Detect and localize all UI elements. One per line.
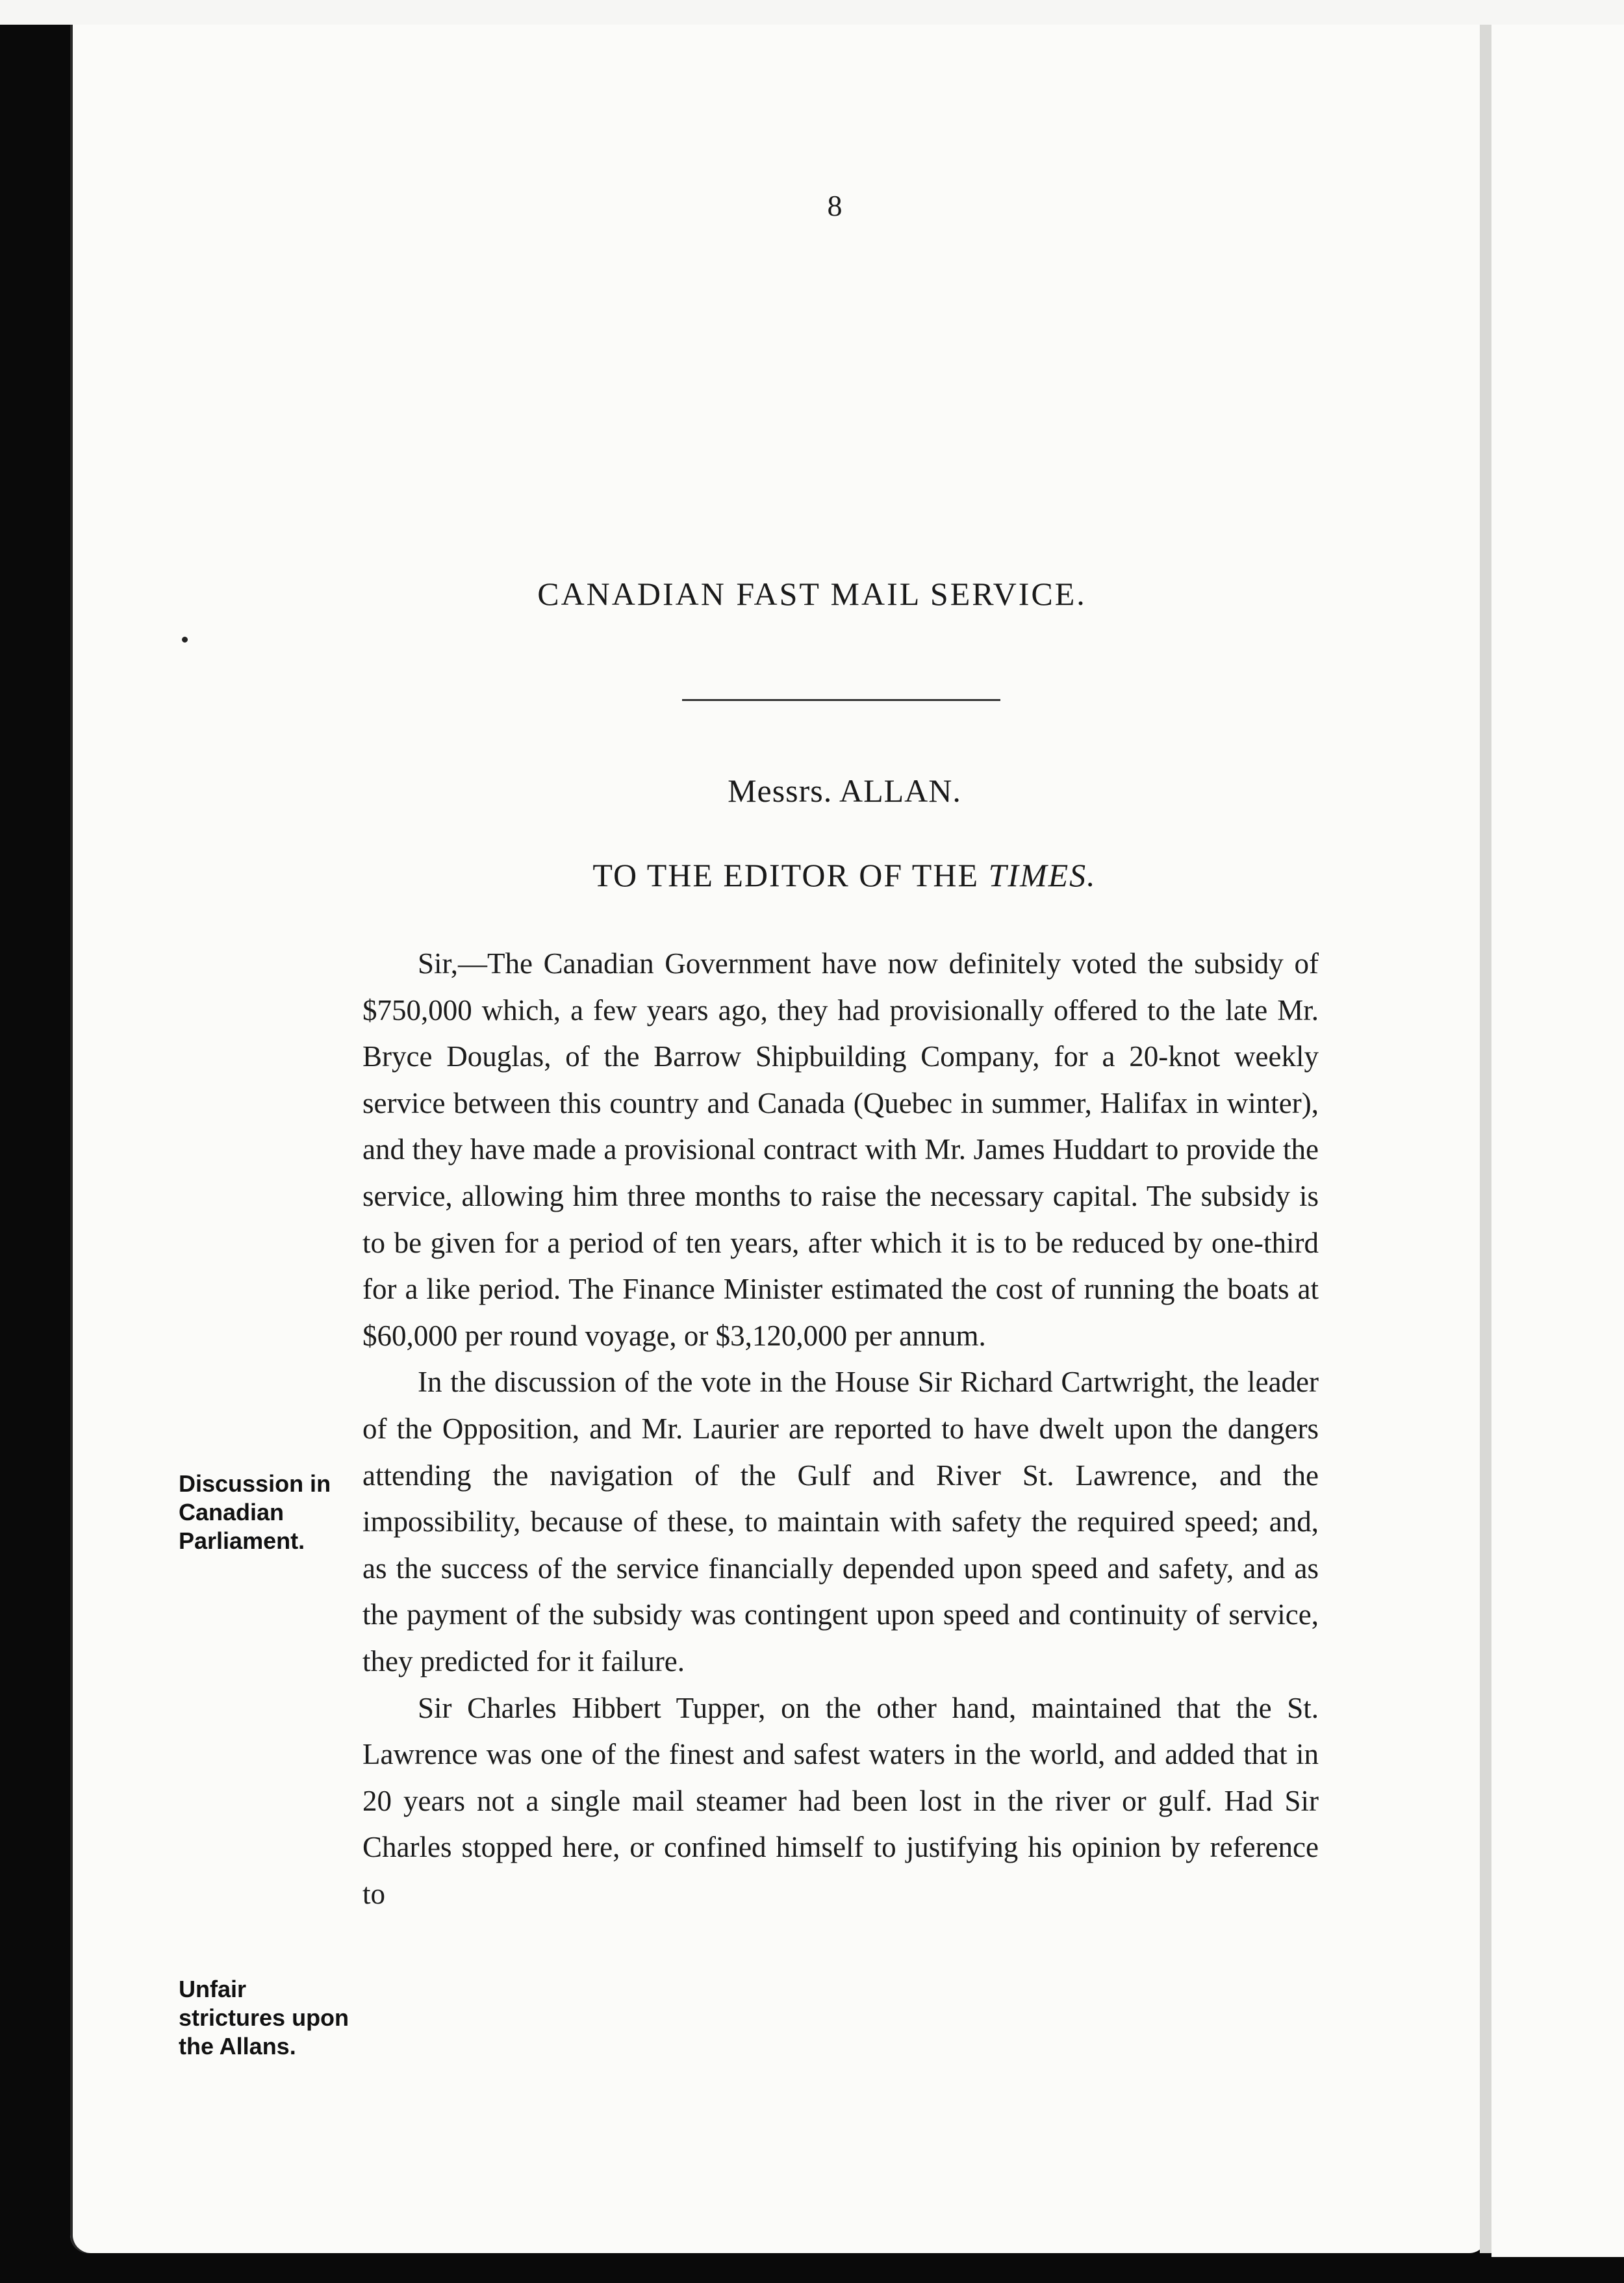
article-author: Messrs. ALLAN.: [728, 772, 961, 809]
facing-page-edge: [1491, 25, 1624, 2257]
marginal-note: Discussion in Canadian Parliament.: [179, 1470, 331, 1554]
page-fold-shadow: [1480, 25, 1491, 2253]
letter-body: [362, 941, 1319, 1917]
divider-rule: [682, 699, 1000, 701]
page-number: 8: [827, 189, 843, 222]
scan-top-edge: [0, 0, 1624, 25]
salutation-prefix: TO THE EDITOR OF THE: [592, 857, 979, 893]
paragraph: In the discussion of the vote in the House Sir Richard Cartwright, the leader of the Opposition, and Mr. Laurier are reported to have dwelt upon the dangers attending the navigation of the Gulf and River St. Lawrence, and the impossibility, because of these, to maintain with safety the required speed; and, as the success of the service financially depended upon speed and safety, and as the payment of the subsidy was contingent upon speed and continuity of service, they predicted for it failure.: [362, 1366, 1319, 1677]
newspaper-name: TIMES.: [988, 857, 1097, 893]
salutation-line: [390, 856, 1299, 894]
paragraph: Sir Charles Hibbert Tupper, on the other hand, maintained that the St. Lawrence was one of the finest and safest waters in the world, and added that in 20 years not a single mail steamer had been lost in the river or gulf. Had Sir Charles stopped here, or confined himself to justifying his opinion by reference to: [362, 1691, 1319, 1910]
paragraph: Sir,—The Canadian Government have now definitely voted the subsidy of $750,000 which, a few years ago, they had provisionally offered to the late Mr. Bryce Douglas, of the Barrow Shipbuilding Company, for a 20-knot weekly service between this country and Canada (Quebec in summer, Halifax in winter), and they have made a provisional contract with Mr. James Huddart to provide the service, allowing him three months to raise the necessary capital. The subsidy is to be given for a period of ten years, after which it is to be reduced by one-third for a like period. The Finance Minister estimated the cost of running the boats at $60,000 per round voyage, or $3,120,000 per annum.: [362, 947, 1319, 1352]
article-headline: CANADIAN FAST MAIL SERVICE.: [537, 576, 1087, 612]
marginal-note: Unfair strictures upon the Allans.: [179, 1976, 349, 2060]
ink-speck: [182, 637, 188, 643]
